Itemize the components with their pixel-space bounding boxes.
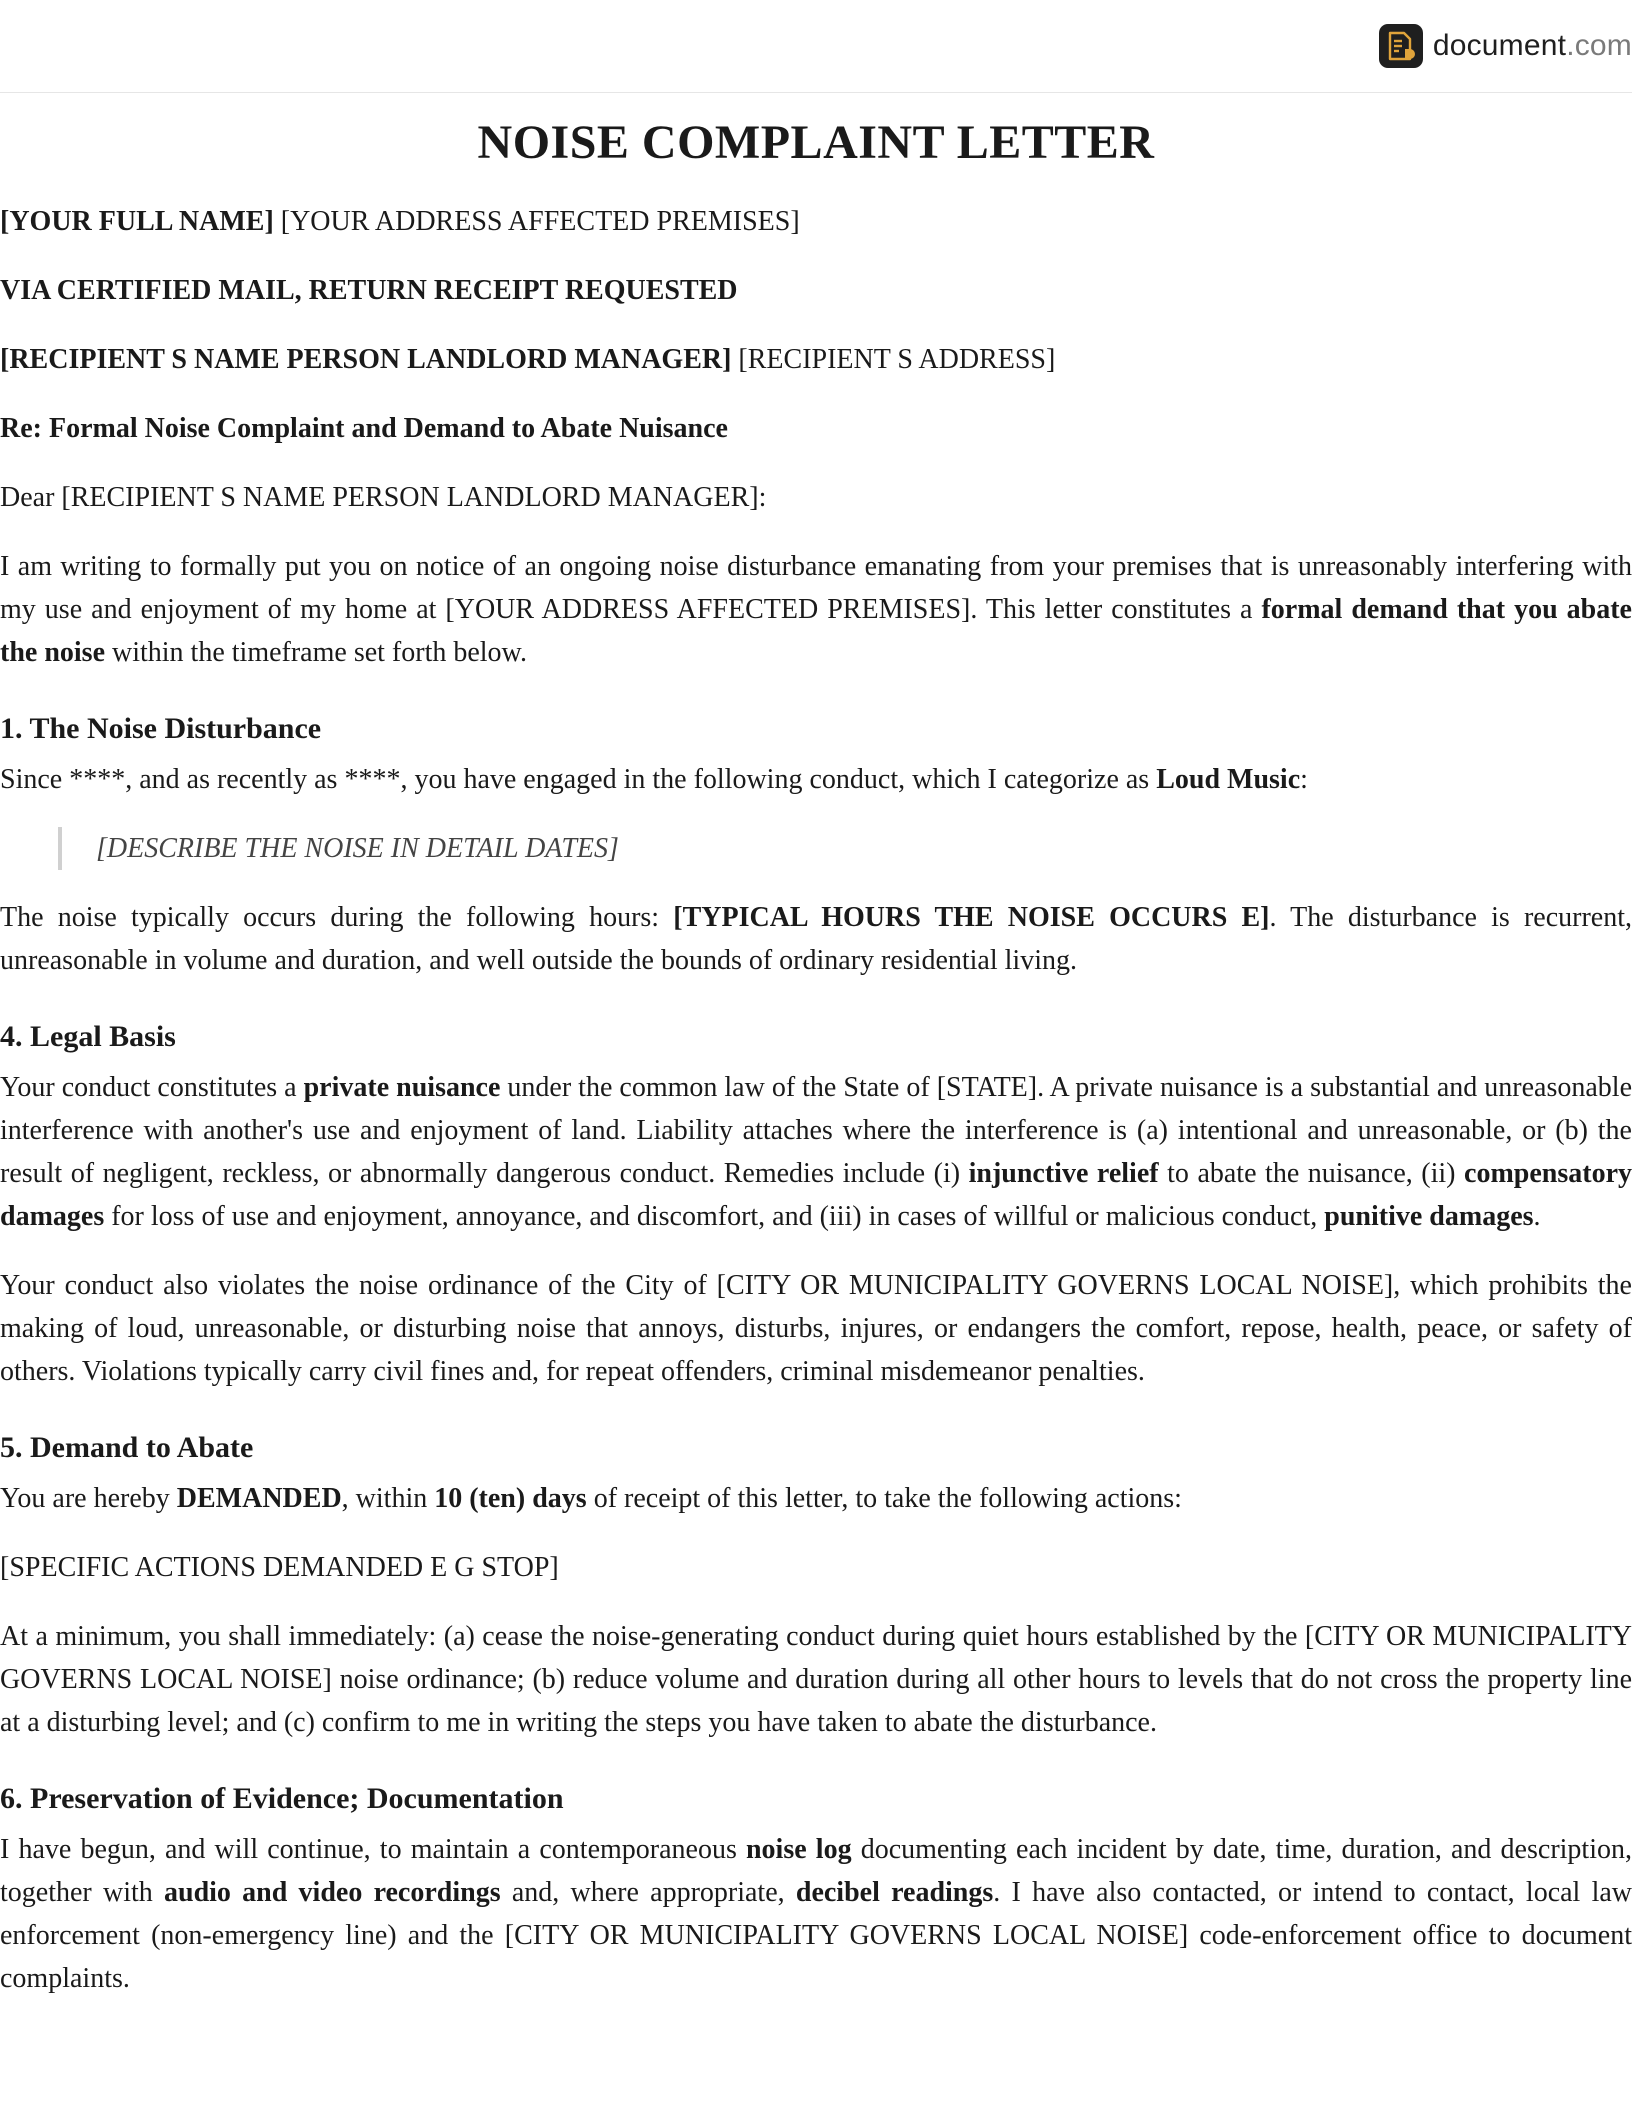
document-title: NOISE COMPLAINT LETTER	[477, 116, 1155, 169]
brand-name: document	[1432, 29, 1567, 62]
evidence-text: documenting each incident by date, time, duration, and description, together with	[0, 1834, 1632, 1908]
recipient-name: [RECIPIENT S NAME PERSON LANDLORD MANAGER]	[0, 344, 732, 375]
intro-text-end: within the timeframe set forth below.	[105, 637, 527, 668]
legal-term-compensatory-damages: compensatory damages	[0, 1158, 1632, 1232]
legal-text: under the common law of the State of [STATE]. A private nuisance is a substantial and unreasonable interference with another's use and enjoyment of land. Liability attaches where the interference is (a) intentional and unreasonable, or (b) the result of negligent, reckless, or abnormally dangerous conduct. Remedies include (i)	[0, 1072, 1632, 1189]
conduct-text-end: :	[1300, 764, 1308, 795]
salutation: Dear [RECIPIENT S NAME PERSON LANDLORD MANAGER]:	[0, 482, 767, 513]
minimum-actions-paragraph: At a minimum, you shall immediately: (a) cease the noise-generating conduct during quiet hours established by the [CITY OR MUNICIPALITY GOVERNS LOCAL NOISE] noise ordinance; (b) reduce volume and duration during all other hours to levels that do not cross the property line at a disturbing level; and (c) confirm to me in writing the steps you have taken to abate the disturbance.	[0, 1621, 1632, 1738]
sender-block	[0, 200, 1632, 243]
section-heading-preservation-of-evidence: 6. Preservation of Evidence; Documentation	[0, 1782, 564, 1815]
recipient-block	[0, 338, 1632, 381]
evidence-term-noise-log: noise log	[745, 1834, 852, 1865]
demand-term: DEMANDED	[176, 1483, 342, 1514]
noise-description-quote: [DESCRIBE THE NOISE IN DETAIL DATES]	[58, 827, 1632, 870]
demand-text: You are hereby	[0, 1483, 177, 1514]
brand-logo-link[interactable]	[1379, 24, 1632, 68]
noise-category: Loud Music	[1156, 764, 1301, 795]
noise-conduct-paragraph	[0, 758, 1632, 801]
legal-text: .	[1533, 1201, 1541, 1232]
evidence-term-recordings: audio and video recordings	[164, 1877, 501, 1908]
evidence-text: and, where appropriate,	[500, 1877, 796, 1908]
ordinance-paragraph: Your conduct also violates the noise ordinance of the City of [CITY OR MUNICIPALITY GOVERNS LOCAL NOISE], which prohibits the making of loud, unreasonable, or disturbing noise that annoys, disturbs, injures, or endangers the comfort, repose, health, peace, or safety of others. Violations typically carry civil fines and, for repeat offenders, criminal misdemeanor penalties.	[0, 1270, 1632, 1387]
legal-text: to abate the nuisance, (ii)	[1158, 1158, 1465, 1189]
legal-basis-paragraph	[0, 1066, 1632, 1238]
specific-actions: [SPECIFIC ACTIONS DEMANDED E G STOP]	[0, 1552, 559, 1583]
document-logo-icon	[1379, 24, 1423, 68]
delivery-method	[0, 269, 1632, 312]
legal-term-private-nuisance: private nuisance	[303, 1072, 501, 1103]
brand-wordmark	[1433, 29, 1632, 63]
intro-text: I am writing to formally put you on notice of an ongoing noise disturbance emanating from your premises that is unreasonably interfering with my use and enjoyment of my home at [YOUR ADDRESS AFFECTED PREMISES]. This letter constitutes a	[0, 551, 1632, 625]
page-header	[0, 0, 1632, 93]
intro-paragraph	[0, 545, 1632, 674]
section-heading-legal-basis: 4. Legal Basis	[0, 1020, 176, 1053]
evidence-paragraph	[0, 1828, 1632, 2000]
subject-text: Re: Formal Noise Complaint and Demand to Abate Nuisance	[0, 413, 728, 444]
letter-body	[0, 115, 1632, 2000]
hours-text: The noise typically occurs during the following hours:	[0, 902, 674, 933]
demand-text: of receipt of this letter, to take the following actions:	[586, 1483, 1182, 1514]
legal-text: for loss of use and enjoyment, annoyance, and discomfort, and (iii) in cases of willful or malicious conduct,	[104, 1201, 1325, 1232]
section-heading-noise-disturbance: 1. The Noise Disturbance	[0, 712, 322, 745]
typical-hours: [TYPICAL HOURS THE NOISE OCCURS E]	[673, 902, 1270, 933]
hours-text-end: . The disturbance is recurrent, unreasonable in volume and duration, and well outside the bounds of ordinary residential living.	[0, 902, 1632, 976]
subject-line	[0, 407, 1632, 450]
evidence-term-decibel-readings: decibel readings	[795, 1877, 994, 1908]
legal-text: Your conduct constitutes a	[0, 1072, 304, 1103]
recipient-address: [RECIPIENT S ADDRESS]	[738, 344, 1056, 375]
sender-address: [YOUR ADDRESS AFFECTED PREMISES]	[280, 206, 800, 237]
evidence-text: I have begun, and will continue, to maintain a contemporaneous	[0, 1834, 746, 1865]
noise-hours-paragraph	[0, 896, 1632, 982]
legal-term-punitive-damages: punitive damages	[1324, 1201, 1534, 1232]
sender-name: [YOUR FULL NAME]	[0, 206, 274, 237]
brand-tld: .com	[1566, 29, 1632, 62]
demand-deadline: 10 (ten) days	[434, 1483, 587, 1514]
delivery-method-text: VIA CERTIFIED MAIL, RETURN RECEIPT REQUESTED	[0, 275, 738, 306]
demand-paragraph	[0, 1477, 1632, 1520]
legal-term-injunctive-relief: injunctive relief	[968, 1158, 1159, 1189]
section-heading-demand-to-abate: 5. Demand to Abate	[0, 1431, 254, 1464]
evidence-text: . I have also contacted, or intend to contact, local law enforcement (non-emergency line) and the [CITY OR MUNICIPALITY GOVERNS LOCAL NOISE] code-enforcement office to document complaints.	[0, 1877, 1632, 1994]
demand-text: , within	[341, 1483, 435, 1514]
conduct-text: Since ****, and as recently as ****, you have engaged in the following conduct, which I categorize as	[0, 764, 1157, 795]
intro-emphasis: formal demand that you abate the noise	[0, 594, 1632, 668]
